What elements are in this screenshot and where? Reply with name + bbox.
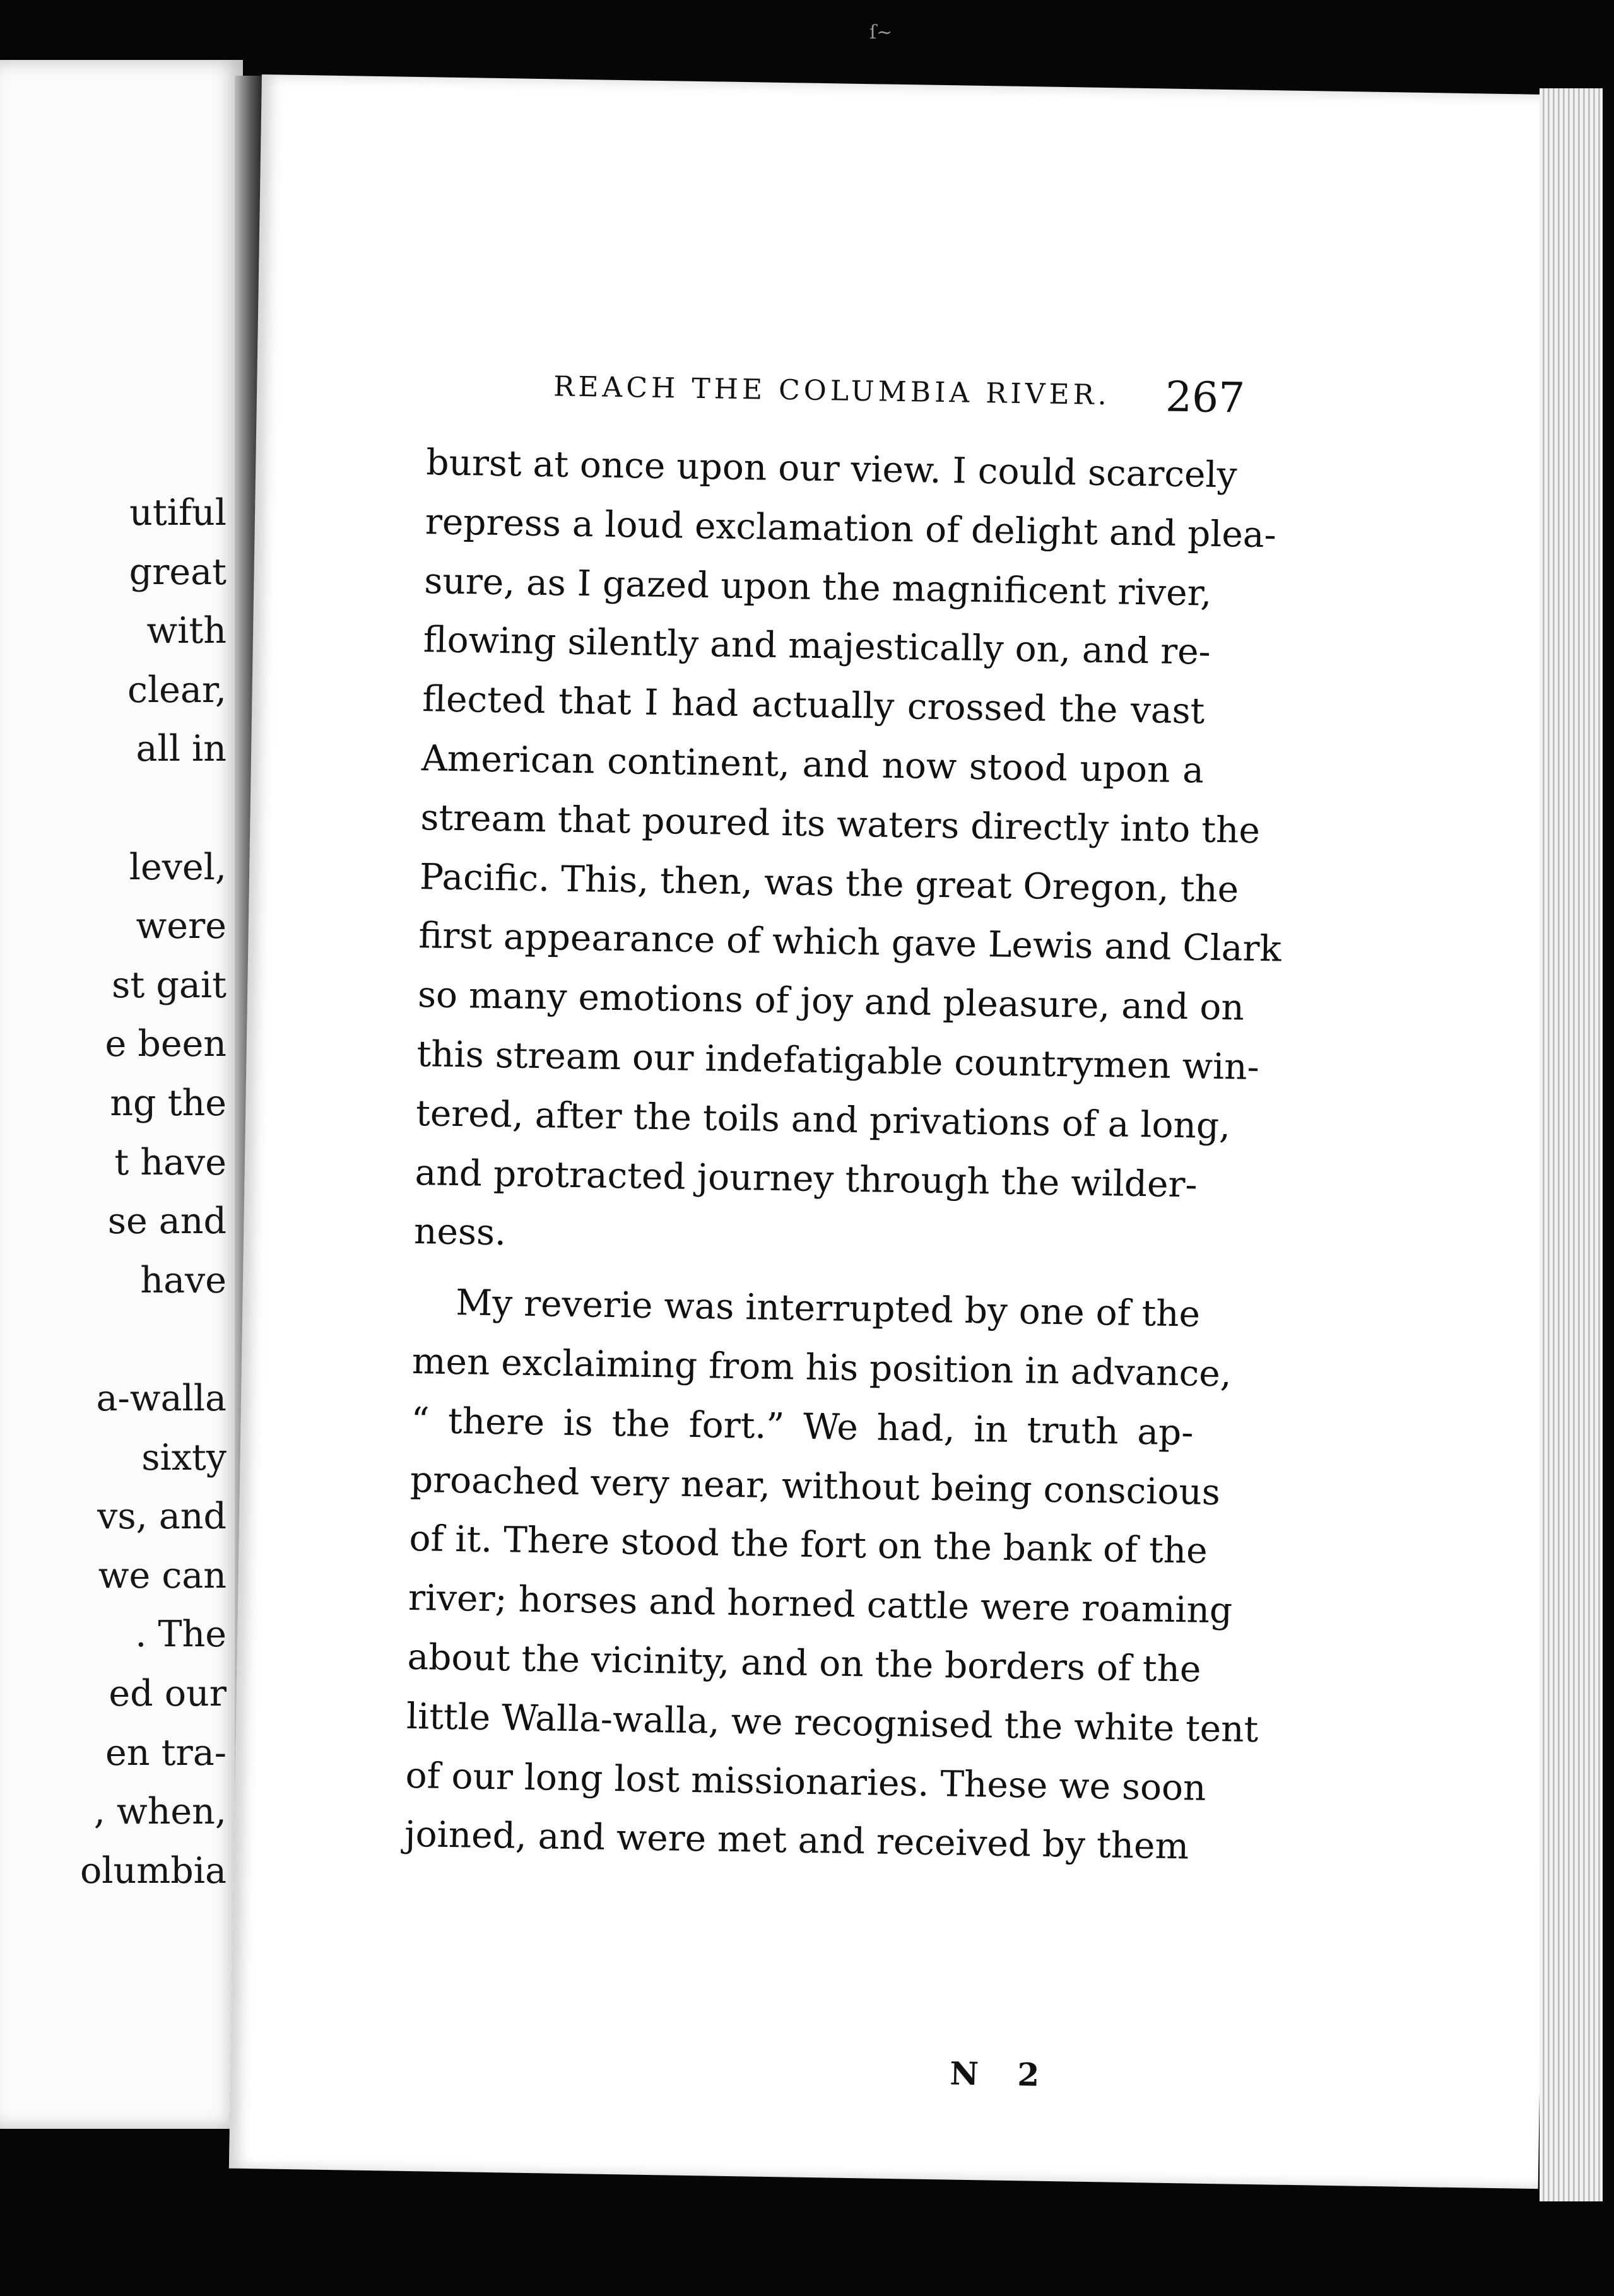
previous-page-line-fragment: with	[146, 610, 227, 652]
running-head: REACH THE COLUMBIA RIVER.	[553, 370, 1111, 412]
text-line: flowing silently and majestically on, and re-	[423, 619, 1211, 674]
page-edges-stack	[1540, 88, 1603, 2201]
text-line: Pacific. This, then, was the great Oregon, the	[419, 856, 1239, 911]
previous-page-line-fragment: . The	[135, 1614, 227, 1656]
text-line: little Walla-walla, we recognised the white tent	[406, 1696, 1259, 1750]
previous-page-line-fragment: st gait	[112, 964, 227, 1006]
previous-page-line-fragment: great	[129, 551, 227, 593]
signature-mark: N 2	[949, 2054, 1054, 2094]
scan-artifact-mark: ſ~	[869, 21, 893, 44]
previous-page-line-fragment: se and	[107, 1200, 227, 1243]
text-line: of it. There stood the fort on the bank of the	[409, 1518, 1208, 1573]
previous-page-line-fragment: t have	[114, 1141, 227, 1183]
text-line: repress a loud exclamation of delight and plea-	[425, 501, 1277, 556]
text-line: about the vicinity, and on the borders of the	[407, 1636, 1201, 1690]
previous-page-line-fragment: ng the	[110, 1082, 227, 1124]
paragraph	[413, 433, 1282, 1274]
previous-page-line-fragment: we can	[98, 1554, 227, 1596]
text-line: first appearance of which gave Lewis and Clark	[418, 915, 1282, 970]
text-line: stream that poured its waters directly into the	[420, 797, 1261, 852]
previous-page-line-fragment: olumbia	[80, 1849, 227, 1892]
text-line: proached very near, without being conscious	[409, 1459, 1221, 1513]
current-page	[229, 74, 1571, 2189]
text-line: river; horses and horned cattle were roaming	[408, 1578, 1233, 1632]
text-line: American continent, and now stood upon a	[421, 738, 1205, 792]
previous-page-line-fragment: sixty	[141, 1436, 227, 1479]
previous-page-line-fragment: were	[136, 905, 227, 947]
text-line: flected that I had actually crossed the vast	[421, 679, 1205, 732]
text-line: burst at once upon our view. I could scarcely	[425, 442, 1237, 496]
text-line: of our long lost missionaries. These we soon	[405, 1755, 1206, 1809]
paragraph	[404, 1273, 1259, 1877]
previous-page-line-fragment: e been	[105, 1023, 227, 1065]
page-body-text	[404, 433, 1282, 1877]
text-line: “ there is the fort.” We had, in truth ap-	[410, 1400, 1194, 1454]
previous-page-line-fragment: , when,	[93, 1791, 227, 1833]
text-line: sure, as I gazed upon the magnificent river,	[423, 560, 1212, 614]
previous-page-line-fragment: en tra-	[105, 1731, 227, 1774]
text-line: joined, and were met and received by them	[404, 1814, 1189, 1868]
text-line: this stream our indefatigable countrymen win-	[416, 1034, 1260, 1088]
previous-page-line-fragment: level,	[129, 846, 227, 888]
text-line: ness.	[413, 1211, 507, 1254]
previous-page-line-fragment: a-walla	[96, 1378, 227, 1419]
previous-page-line-fragment: utiful	[129, 492, 227, 534]
text-line: so many emotions of joy and pleasure, and on	[417, 975, 1245, 1029]
text-line: men exclaiming from his position in advance,	[411, 1340, 1232, 1395]
previous-page-line-fragment: vs, and	[97, 1496, 227, 1538]
previous-page-line-fragment: clear,	[127, 669, 227, 711]
previous-page-line-fragment: all in	[136, 728, 227, 770]
previous-page-line-fragment: have	[140, 1259, 227, 1301]
previous-page	[0, 60, 243, 2129]
previous-page-text-fragments	[0, 60, 243, 2129]
previous-page-line-fragment: ed our	[109, 1673, 227, 1714]
page-number: 267	[1165, 372, 1246, 423]
text-line: and protracted journey through the wilder-	[415, 1152, 1198, 1206]
text-line: tered, after the toils and privations of a long,	[415, 1092, 1231, 1147]
text-line: My reverie was interrupted by one of the	[455, 1282, 1201, 1335]
